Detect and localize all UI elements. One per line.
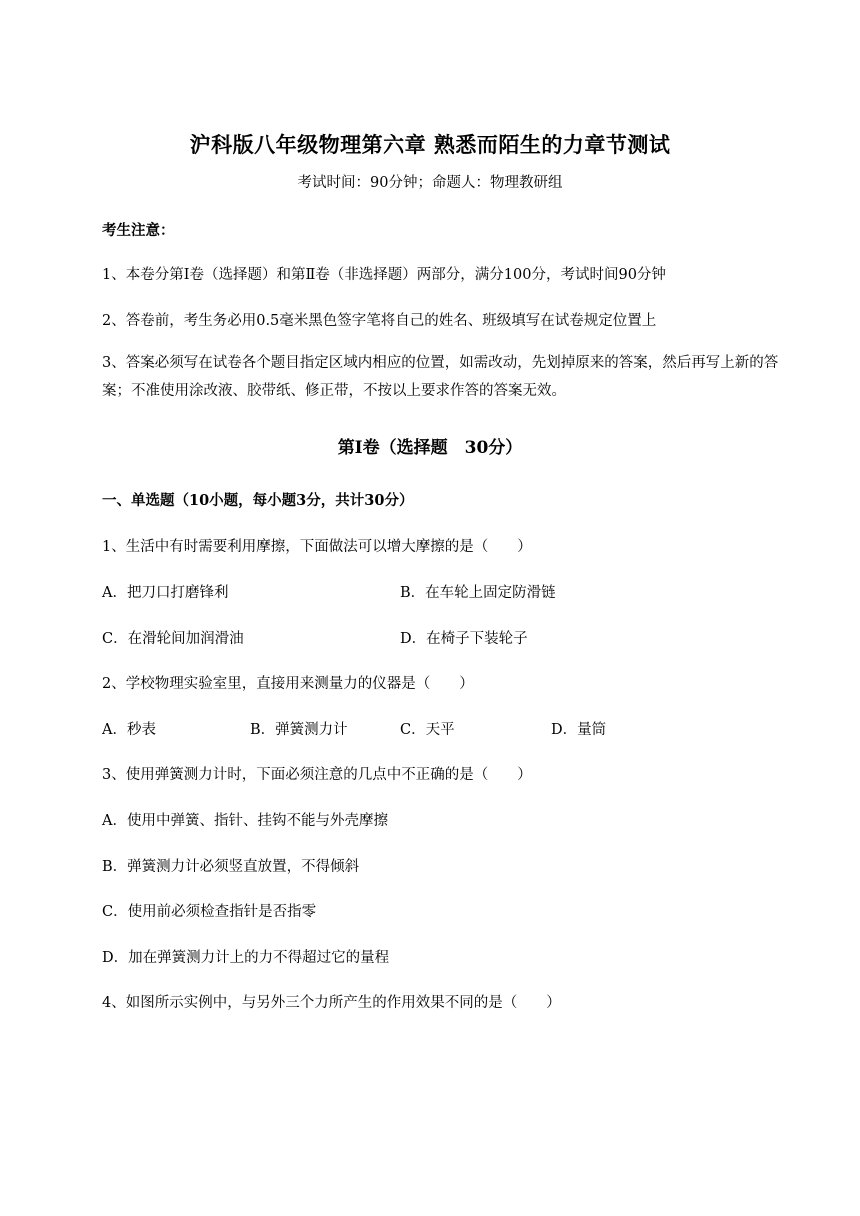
section-title: 第Ⅰ卷（选择题 30分）	[337, 438, 523, 458]
question-2-option-c: C．天平	[400, 722, 455, 738]
question-3-stem: 3、使用弹簧测力计时，下面必须注意的几点中不正确的是（ ）	[102, 767, 532, 783]
part-heading: 一、单选题（10小题，每小题3分，共计30分）	[102, 492, 414, 509]
page-title: 沪科版八年级物理第六章 熟悉而陌生的力章节测试	[189, 132, 671, 157]
question-2-option-b: B．弹簧测力计	[250, 722, 348, 738]
question-3-option-b: B．弹簧测力计必须竖直放置，不得倾斜	[102, 859, 360, 875]
notice-heading: 考生注意：	[102, 222, 175, 239]
question-2-option-a: A．秒表	[102, 722, 156, 738]
notice-item-2: 2、答卷前，考生务必用0.5毫米黑色签字笔将自己的姓名、班级填写在试卷规定位置上	[102, 313, 657, 329]
question-1-option-c: C．在滑轮间加润滑油	[102, 631, 244, 647]
question-1-option-b: B．在车轮上固定防滑链	[400, 585, 556, 601]
exam-info: 考试时间：90分钟；命题人：物理教研组	[297, 175, 563, 191]
question-3-option-c: C．使用前必须检查指针是否指零	[102, 904, 317, 920]
question-1-option-a: A．把刀口打磨锋利	[102, 585, 229, 601]
question-1-option-d: D．在椅子下装轮子	[400, 631, 528, 647]
notice-item-3: 3、答案必须写在试卷各个题目指定区域内相应的位置，如需改动，先划掉原来的答案，然后再写上新的答案；不准使用涂改液、胶带纸、修正带，不按以上要求作答的答案无效。	[102, 355, 779, 399]
notice-item-1: 1、本卷分第Ⅰ卷（选择题）和第Ⅱ卷（非选择题）两部分，满分100分，考试时间90分钟	[102, 267, 666, 283]
question-2-option-d: D．量筒	[551, 722, 607, 738]
question-3-option-a: A．使用中弹簧、指针、挂钩不能与外壳摩擦	[102, 813, 388, 829]
question-4-stem: 4、如图所示实例中，与另外三个力所产生的作用效果不同的是（ ）	[102, 995, 561, 1011]
question-3-option-d: D．加在弹簧测力计上的力不得超过它的量程	[102, 950, 390, 966]
question-1-stem: 1、生活中有时需要利用摩擦，下面做法可以增大摩擦的是（ ）	[102, 539, 532, 555]
question-2-stem: 2、学校物理实验室里，直接用来测量力的仪器是（ ）	[102, 676, 474, 692]
